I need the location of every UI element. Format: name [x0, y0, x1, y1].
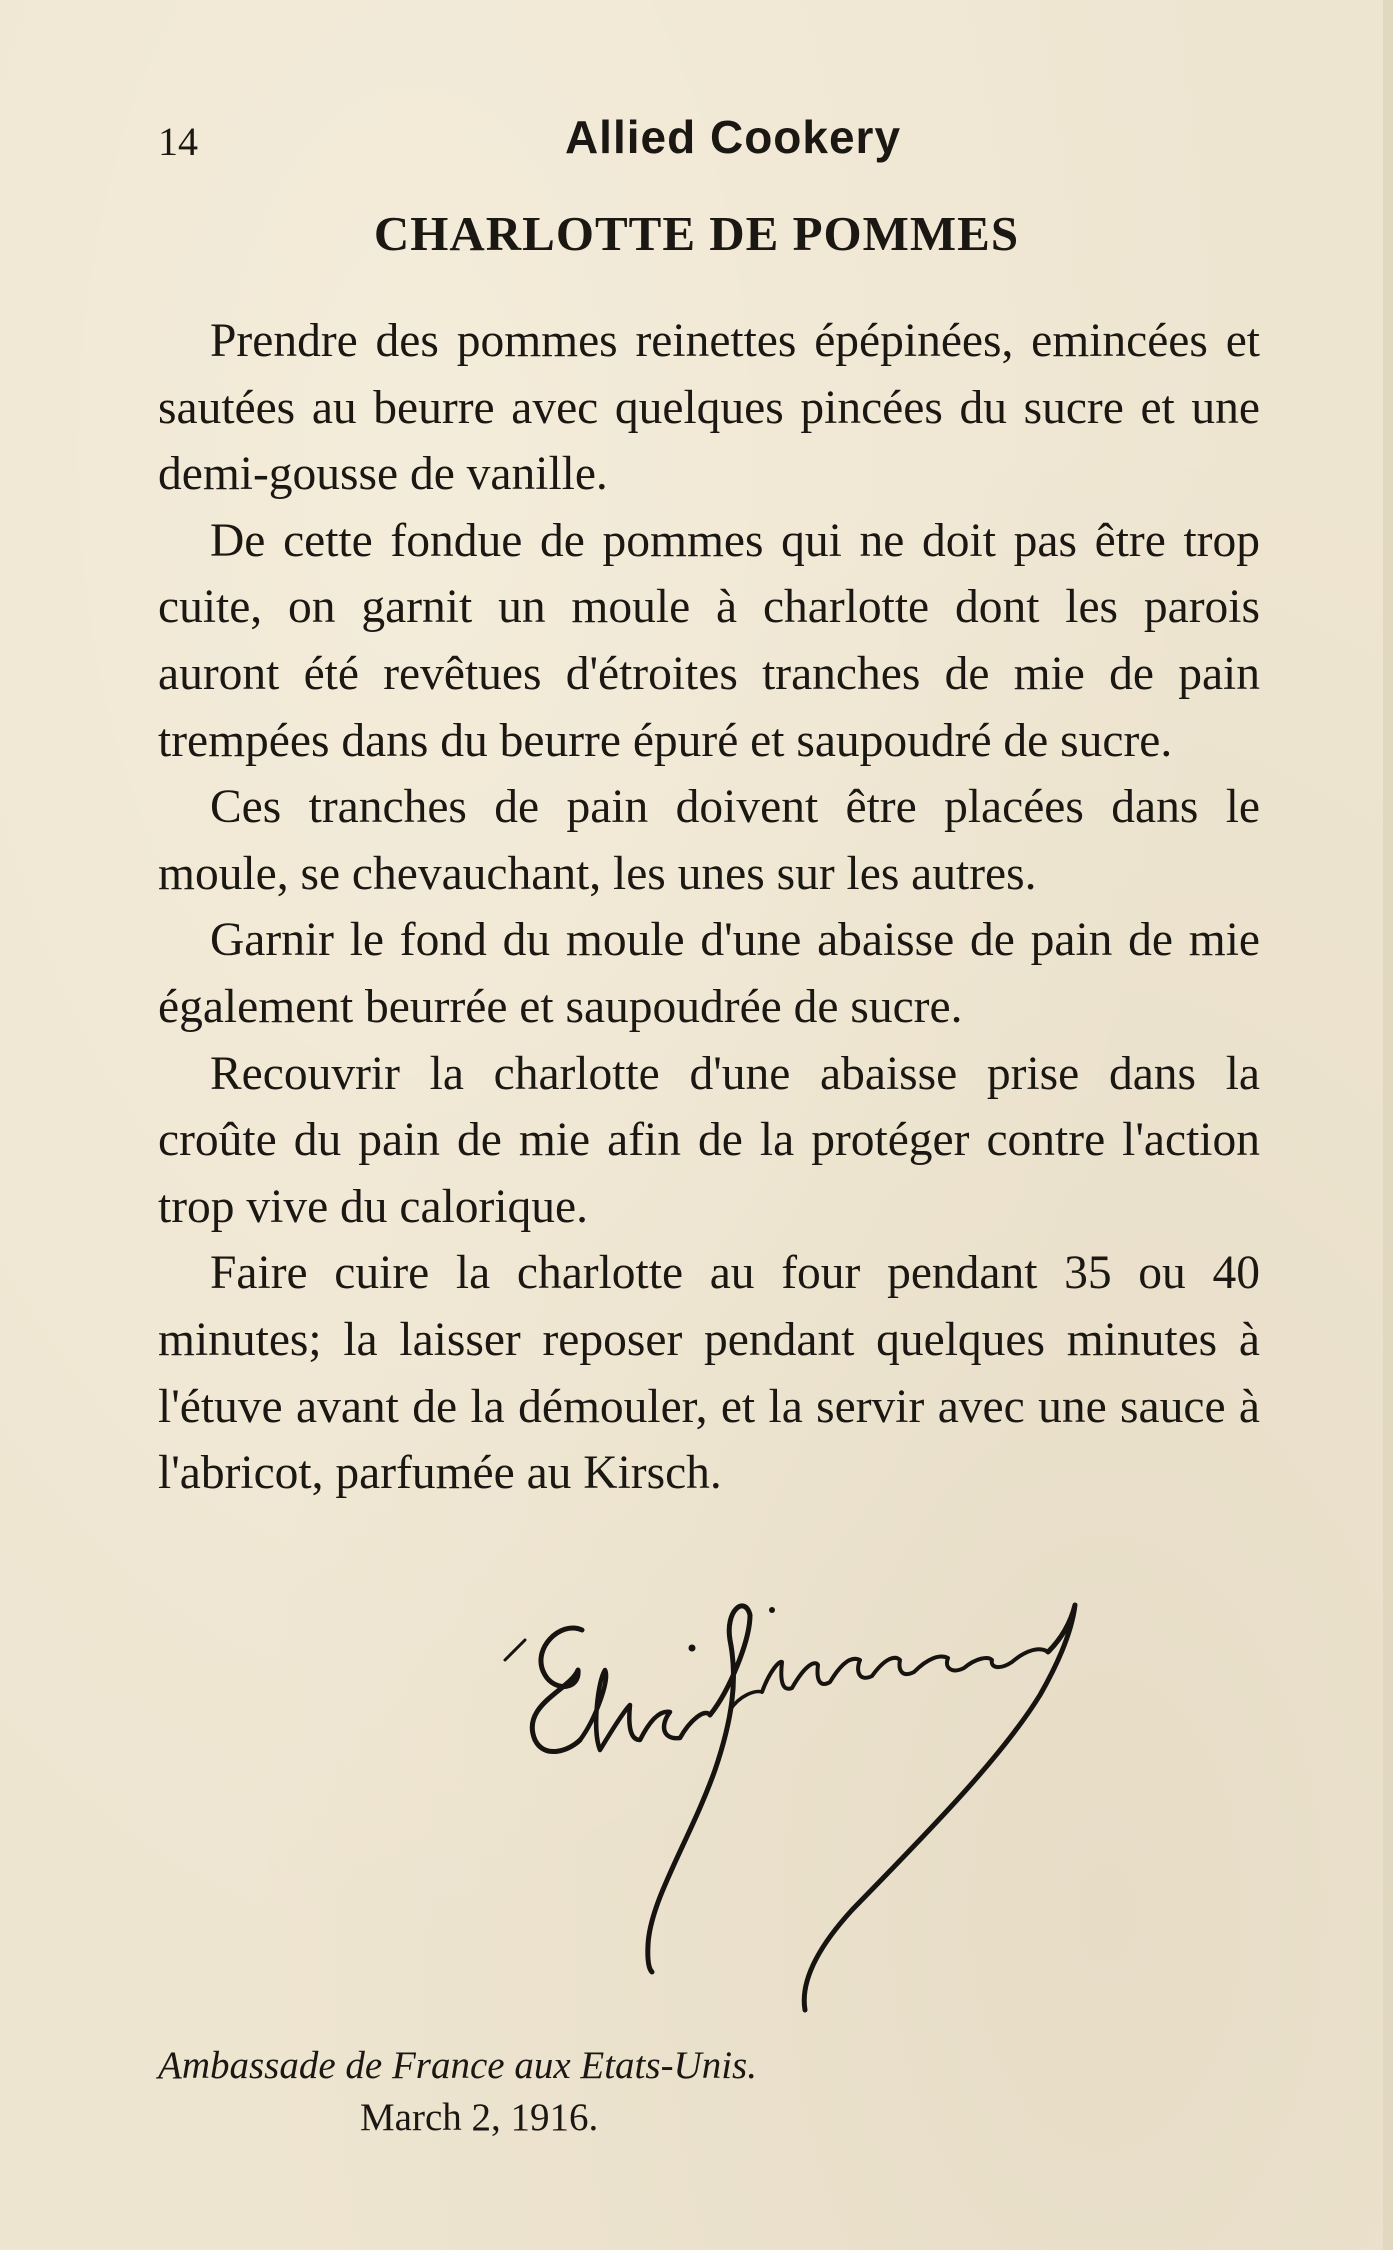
- page-footer: [158, 2040, 898, 2144]
- recipe-paragraph: Faire cuire la charlotte au four pendant 35 ou 40 minutes; la laisser reposer pendant quelques minutes à l'étuve avant de la démouler, et la servir avec une sauce à l'abricot, parfumée au Kirsch.: [158, 1247, 1260, 1500]
- recipe-paragraph: Garnir le fond du moule d'une abaisse de pain de mie également beurrée et saupoudrée de sucre.: [158, 914, 1260, 1033]
- page-number: 14: [158, 119, 198, 164]
- recipe-paragraph: De cette fondue de pommes qui ne doit pas être trop cuite, on garnit un moule à charlotte dont les parois auront été revêtues d'étroites tranches de mie de pain trempées dans du beurre épuré et saupoudré de sucre.: [158, 514, 1260, 767]
- embassy-attribution: Ambassade de France aux Etats-Unis.: [158, 2044, 757, 2087]
- handwritten-signature: [500, 1600, 1260, 2030]
- attribution-date: March 2, 1916.: [360, 2096, 599, 2139]
- recipe-title: CHARLOTTE DE POMMES: [373, 206, 1020, 261]
- signature-image: [500, 1600, 1260, 2030]
- recipe-body: [158, 308, 1260, 1507]
- recipe-paragraph: Ces tranches de pain doivent être placées dans le moule, se chevauchant, les unes sur les autres.: [158, 781, 1260, 900]
- recipe-paragraph: Recouvrir la charlotte d'une abaisse prise dans la croûte du pain de mie afin de la protéger contre l'action trop vive du calorique.: [158, 1047, 1260, 1233]
- page-header: [158, 108, 1268, 178]
- running-head: Allied Cookery: [564, 111, 902, 163]
- recipe-paragraph: Prendre des pommes reinettes épépinées, emincées et sautées au beurre avec quelques pincées du sucre et une demi-gousse de vanille.: [158, 315, 1260, 501]
